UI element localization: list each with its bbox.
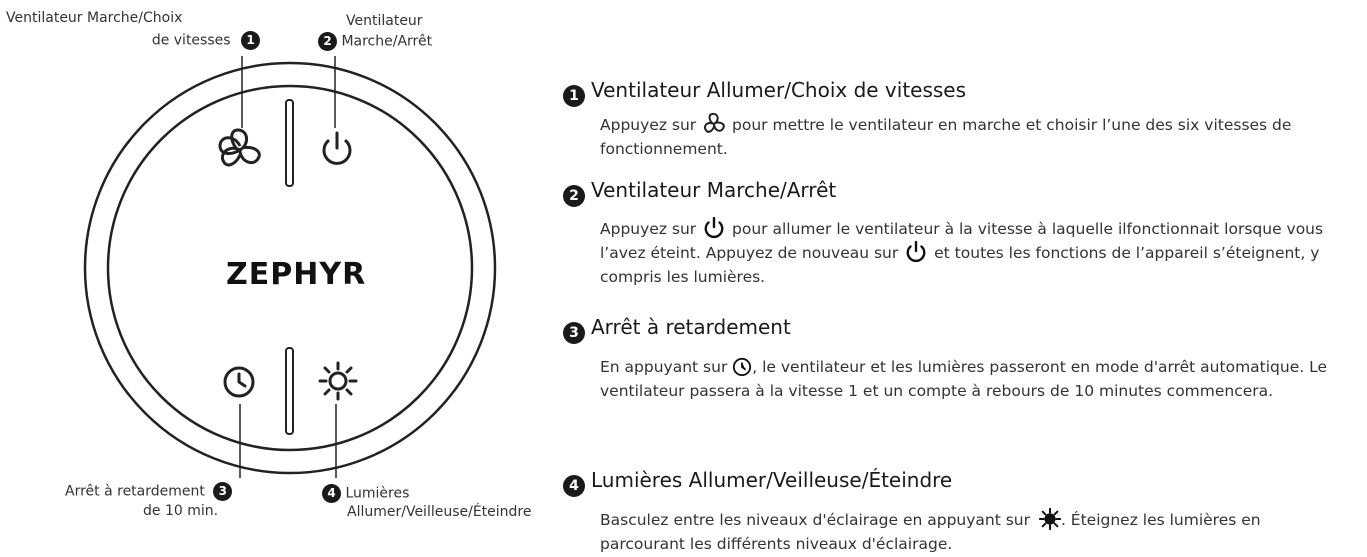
section-2-heading: Ventilateur Marche/Arrêt bbox=[591, 178, 837, 202]
top-divider bbox=[286, 100, 293, 186]
section-4-text-b: . Éteignez les lumières en parcourant les différents niveaux d'éclairage. bbox=[600, 511, 1261, 553]
section-2-text-a: Appuyez sur bbox=[600, 220, 697, 238]
badge-2: 2 bbox=[318, 32, 337, 51]
section-4-body bbox=[600, 508, 1340, 556]
callout-1 bbox=[6, 10, 260, 50]
badge-4: 4 bbox=[322, 484, 341, 503]
badge-3: 3 bbox=[213, 482, 232, 501]
callout-3 bbox=[65, 482, 255, 520]
section-3-heading: Arrêt à retardement bbox=[591, 315, 791, 339]
section-3-text-b: , le ventilateur et les lumières passeront en mode d'arrêt automatique. Le ventilateur passera à la vitesse 1 et un compte à rebours de 10 minutes commencera. bbox=[600, 358, 1327, 400]
light-icon bbox=[320, 363, 356, 399]
callout-2-line2: Marche/Arrêt bbox=[341, 33, 433, 50]
callout-1-line2: de vitesses bbox=[151, 32, 231, 49]
section-2-body bbox=[600, 217, 1340, 289]
timer-icon bbox=[732, 357, 752, 377]
section-4-title bbox=[563, 468, 952, 497]
section-4-text-a: Basculez entre les niveaux d'éclairage en appuyant sur bbox=[600, 511, 1030, 529]
callout-1-line1: Ventilateur Marche/Choix bbox=[6, 10, 183, 26]
section-4-badge: 4 bbox=[563, 475, 585, 497]
callout-3-line2: de 10 min. bbox=[143, 503, 219, 519]
section-1-body bbox=[600, 113, 1340, 161]
section-1-heading: Ventilateur Allumer/Choix de vitesses bbox=[591, 78, 967, 102]
section-1-title bbox=[563, 78, 966, 107]
fan-icon bbox=[703, 113, 725, 135]
bottom-divider bbox=[286, 348, 293, 434]
badge-1: 1 bbox=[241, 31, 260, 50]
callout-4 bbox=[322, 484, 532, 521]
section-2-text-b: pour allumer le ventilateur à la vitesse à laquelle ilfonctionnait lorsque vous l’avez éteint. Appuyez de nouveau sur bbox=[600, 220, 1324, 262]
section-3-title bbox=[563, 315, 791, 344]
section-1-badge: 1 bbox=[563, 85, 585, 107]
section-1-text-b: pour mettre le ventilateur en marche et choisir l’une des six vitesses de fonctionnement. bbox=[600, 116, 1292, 158]
light-icon bbox=[1039, 508, 1061, 530]
fan-icon bbox=[219, 130, 261, 167]
section-1-text-a: Appuyez sur bbox=[600, 116, 697, 134]
power-icon bbox=[905, 241, 927, 263]
callout-2-line1: Ventilateur bbox=[346, 13, 423, 29]
power-icon bbox=[703, 217, 725, 239]
callout-4-line2: Allumer/Veilleuse/Éteindre bbox=[347, 504, 532, 520]
callout-3-line1: Arrêt à retardement bbox=[65, 483, 205, 500]
section-3-body bbox=[600, 355, 1340, 403]
callout-2 bbox=[318, 13, 432, 51]
section-2-title bbox=[563, 178, 836, 207]
callout-4-line1: Lumières bbox=[345, 485, 410, 502]
section-3-badge: 3 bbox=[563, 322, 585, 344]
timer-icon bbox=[225, 368, 253, 396]
section-2-badge: 2 bbox=[563, 185, 585, 207]
power-icon bbox=[324, 133, 350, 163]
section-4-heading: Lumières Allumer/Veilleuse/Éteindre bbox=[591, 468, 953, 492]
section-2-text-c: et toutes les fonctions de l’appareil s’éteignent, y compris les lumières. bbox=[600, 244, 1320, 286]
zephyr-logo: ZEPHYR bbox=[226, 257, 367, 292]
section-3-text-a: En appuyant sur bbox=[600, 358, 728, 376]
